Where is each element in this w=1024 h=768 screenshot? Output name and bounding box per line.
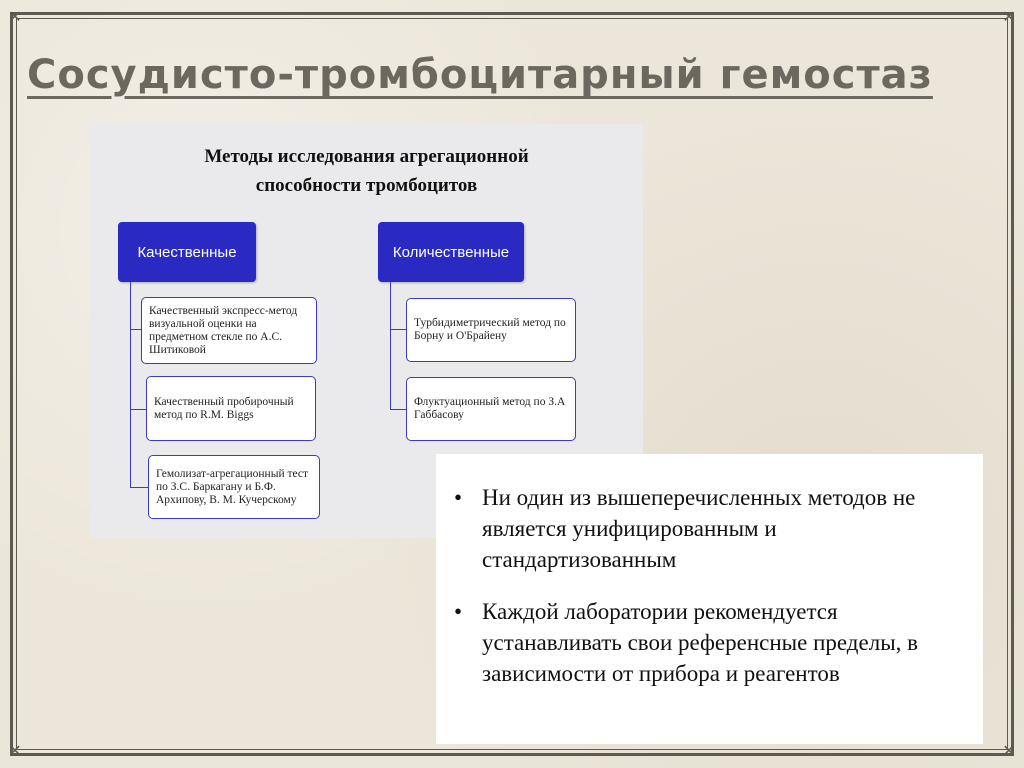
method-item-text: Гемолизат-агрегационный тест по З.С. Баркагану и Б.Ф. Архипову, В. М. Кучерскому (156, 467, 309, 506)
method-item-qualitative-3 (148, 455, 320, 519)
method-item-qualitative-1 (141, 297, 317, 364)
connector-line (130, 487, 148, 488)
connector-line (390, 409, 406, 410)
connector-line (130, 409, 146, 410)
connector-line (130, 329, 141, 330)
bullet-icon: • (454, 599, 463, 624)
method-item-text: Качественный экспресс-метод визуальной оценки на предметном стекле по А.С. Шитиковой (149, 304, 298, 356)
diagram-title (90, 142, 643, 200)
connector-line (130, 282, 131, 487)
slide-title: Сосудисто-тромбоцитарный гемостаз (27, 52, 933, 98)
corner-ornament-icon: ✕ (1002, 7, 1016, 26)
diagram-title-line2: способности тромбоцитов (255, 175, 478, 196)
bullet-icon: • (454, 485, 463, 510)
corner-ornament-icon: ✕ (8, 741, 22, 760)
method-item-quantitative-1 (406, 298, 576, 362)
method-item-quantitative-2 (406, 377, 576, 441)
method-item-qualitative-2 (146, 376, 316, 441)
category-qualitative: Качественные (118, 222, 256, 282)
note-text: Ни один из вышеперечисленных методов не является унифицированным и стандартизованным (482, 485, 916, 572)
connector-line (390, 282, 391, 409)
method-item-text: Флуктуационный метод по З.А Габбасову (414, 396, 566, 421)
note-bullet (454, 596, 963, 689)
note-bullet (454, 482, 963, 575)
notes-panel (436, 454, 983, 744)
method-item-text: Турбидиметрический метод по Борну и О'Брайену (414, 317, 566, 342)
connector-line (390, 329, 406, 330)
method-item-text: Качественный пробирочный метод по R.M. Biggs (154, 395, 294, 421)
corner-ornament-icon: ✕ (1002, 741, 1016, 760)
diagram-title-line1: Методы исследования агрегационной (204, 146, 529, 167)
corner-ornament-icon: ✕ (8, 7, 22, 26)
category-quantitative: Количественные (378, 222, 524, 282)
note-text: Каждой лаборатории рекомендуется устанавливать свои референсные пределы, в зависимости от прибора и реагентов (482, 599, 919, 686)
